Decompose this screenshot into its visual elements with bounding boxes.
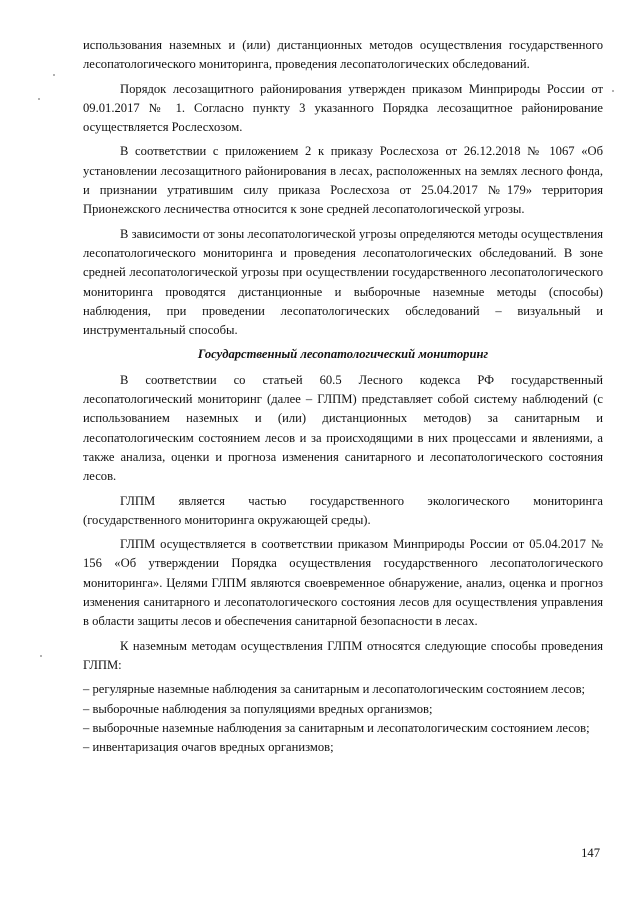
- paragraph-continued: использования наземных и (или) дистанционных методов осуществления государственного лесопатологического мониторинга, проведения лесопатологических обследований.: [83, 38, 603, 72]
- paragraph-glpm-part: ГЛПМ является частью государственного экологического мониторинга (государственного мониторинга окружающей среды).: [83, 493, 603, 527]
- list-item: – выборочные наземные наблюдения за санитарным и лесопатологическим состоянием лесов;: [83, 720, 590, 735]
- document-page: [83, 36, 603, 757]
- scan-speck: [40, 655, 42, 657]
- scan-speck: [38, 98, 40, 100]
- list-item: – выборочные наблюдения за популяциями вредных организмов;: [83, 701, 433, 716]
- paragraph-glpm-definition: В соответствии со статьей 60.5 Лесного кодекса РФ государственный лесопатологический мониторинг (далее – ГЛПМ) представляет собой систему наблюдений (с использованием наземных и (или) дистанционных методов) за санитарным и лесопатологическим состоянием лесов и за происходящими в них процессами и явлениями, а также анализа, оценки и прогноза изменения санитарного и лесопатологического состояния лесов.: [83, 372, 603, 484]
- list-item: – регулярные наземные наблюдения за санитарным и лесопатологическим состоянием лесов;: [83, 682, 586, 697]
- paragraph-appendix: В соответствии с приложением 2 к приказу Рослесхоза от 26.12.2018 № 1067 «Об установлении лесозащитного районирования в лесах, расположенных на землях лесного фонда, и признании утратившим силу приказа Рослесхоза от 25.04.2017 №179» территория Прионежского лесничества относится к зоне средней лесопатологической угрозы.: [83, 144, 603, 217]
- section-heading: Государственный лесопатологический мониторинг: [197, 347, 489, 362]
- paragraph-methods: В зависимости от зоны лесопатологической угрозы определяются методы осуществления лесопатологического мониторинга и проведения лесопатологических обследований. В зоне средней лесопатологической угрозы при осуществлении государственного лесопатологического мониторинга проводятся дистанционные и выборочные наземные методы (способы) наблюдения, при проведении лесопатологических обследований – визуальный и инструментальный способы.: [83, 226, 603, 338]
- methods-list: [83, 680, 603, 757]
- paragraph-glpm-order: ГЛПМ осуществляется в соответствии приказом Минприроды России от 05.04.2017 № 156 «Об утверждении Порядка осуществления государственного лесопатологического мониторинга». Целями ГЛПМ являются своевременное обнаружение, анализ, оценка и прогноз изменения санитарного и лесопатологического состояния лесов для осуществления управления в области защиты лесов и обеспечения санитарной безопасности в лесах.: [83, 537, 603, 629]
- paragraph-zoning-order: Порядок лесозащитного районирования утвержден приказом Минприроды России от 09.01.2017 № 1. Согласно пункту 3 указанного Порядка лесозащитное районирование осуществляется Рослесхозом.: [83, 81, 603, 135]
- scan-speck: [53, 74, 55, 76]
- list-item: – инвентаризация очагов вредных организмов;: [83, 740, 334, 755]
- page-number: 147: [581, 846, 600, 860]
- paragraph-glpm-methods-intro: К наземным методам осуществления ГЛПМ относятся следующие способы проведения ГЛПМ:: [83, 638, 603, 672]
- scan-speck: [612, 90, 614, 92]
